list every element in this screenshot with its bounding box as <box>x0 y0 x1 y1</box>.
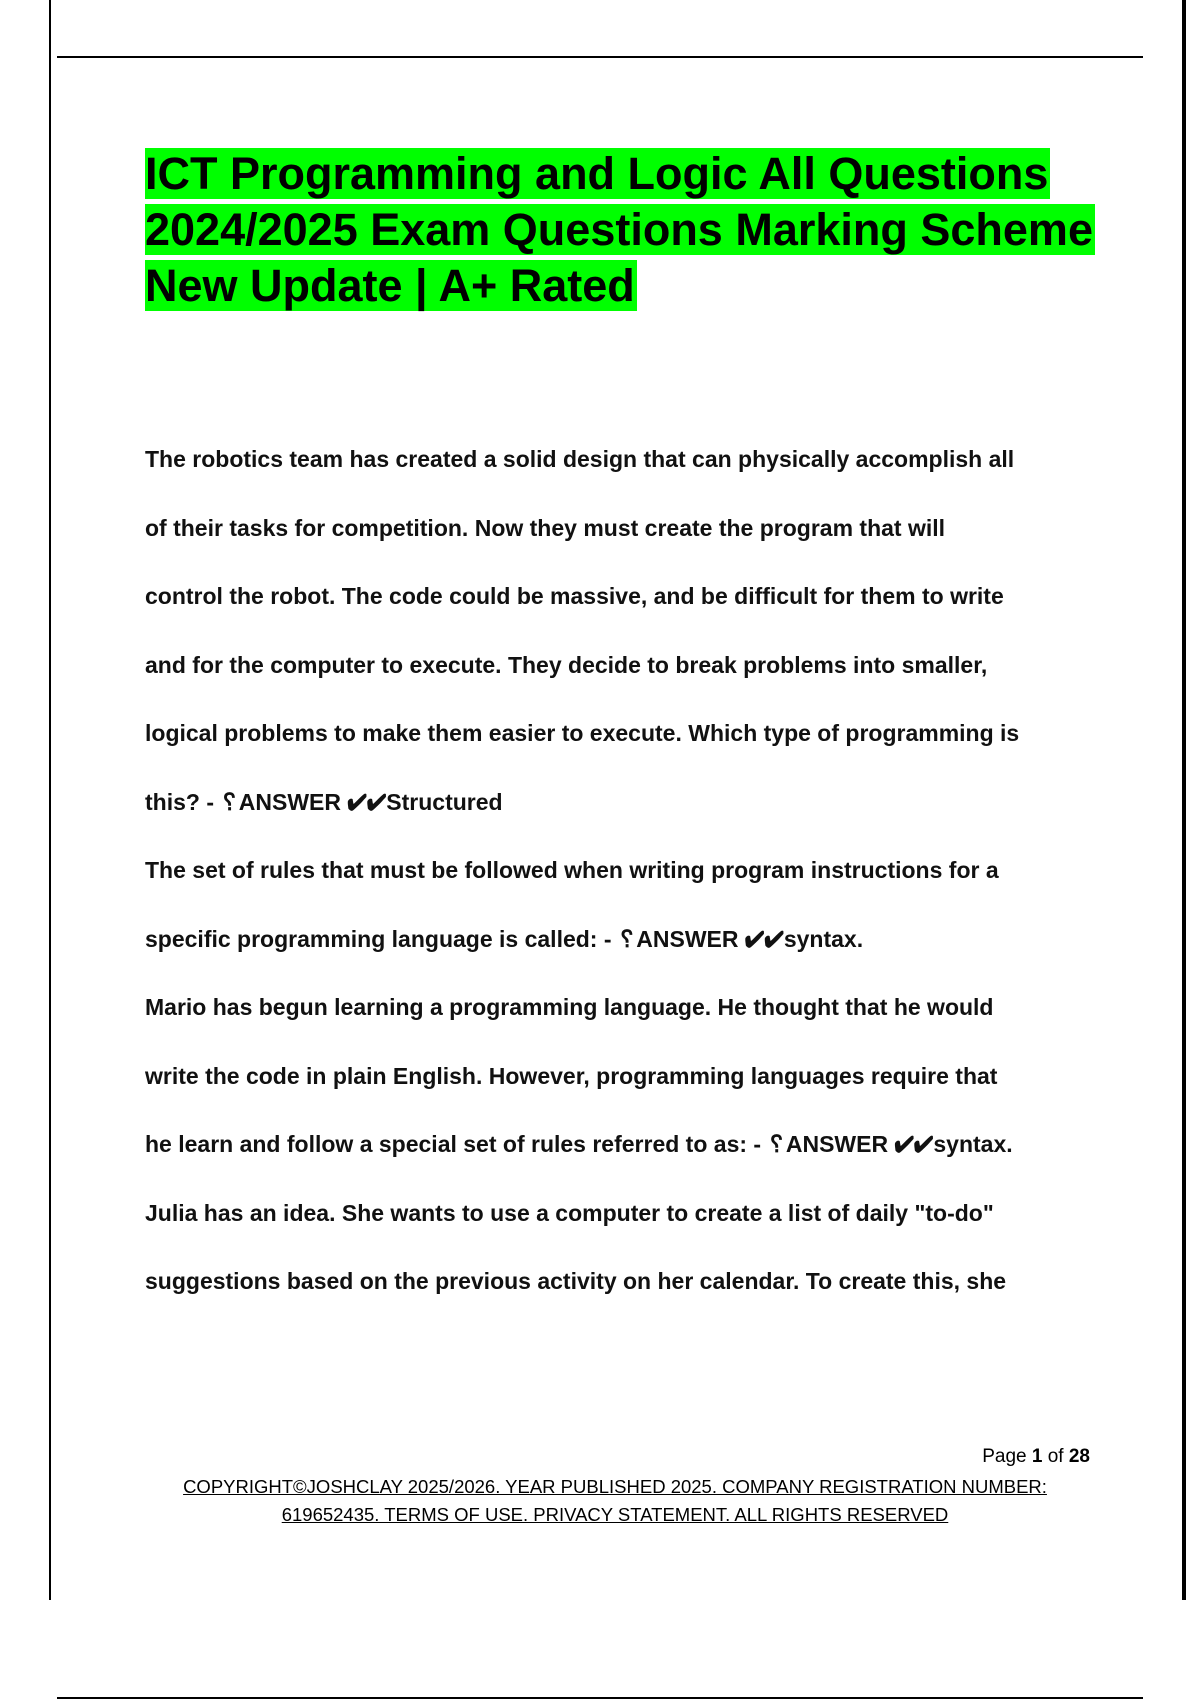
page-border-left <box>49 0 51 1600</box>
body-line: The set of rules that must be followed when writing program instructions for a <box>145 857 999 883</box>
page-number <box>860 1446 1090 1468</box>
answer-line: he learn and follow a special set of rules referred to as: - ␦ANSWER ✔✔syntax. <box>145 1131 1013 1157</box>
answer-line: this? - ␦ANSWER ✔✔Structured <box>145 788 503 815</box>
document-title-text: ICT Programming and Logic All Questions 2024/2025 Exam Questions Marking Scheme New Update | A+ Rated <box>145 148 1093 311</box>
body-line: logical problems to make them easier to execute. Which type of programming is <box>145 720 1020 746</box>
body-line: of their tasks for competition. Now they must create the program that will <box>145 514 946 541</box>
body-line: write the code in plain English. However, programming languages require that <box>145 1062 998 1089</box>
body-line: Julia has an idea. She wants to use a computer to create a list of daily "to-do" <box>145 1199 994 1226</box>
copyright-line-2[interactable]: 619652435. TERMS OF USE. PRIVACY STATEMENT. ALL RIGHTS RESERVED <box>281 1504 949 1525</box>
page-of: of <box>1047 1446 1064 1467</box>
body-line: The robotics team has created a solid design that can physically accomplish all <box>145 446 1015 472</box>
page-current: 1 <box>1031 1446 1043 1467</box>
document-title <box>145 146 1095 314</box>
copyright-line-1[interactable]: COPYRIGHT©JOSHCLAY 2025/2026. YEAR PUBLISHED 2025. COMPANY REGISTRATION NUMBER: <box>183 1476 1047 1497</box>
body-line: control the robot. The code could be massive, and be difficult for them to write <box>145 583 1004 609</box>
page-label: Page <box>982 1446 1027 1467</box>
body-line: suggestions based on the previous activity on her calendar. To create this, she <box>145 1268 1007 1294</box>
copyright-footer <box>120 1473 1110 1529</box>
page-total: 28 <box>1068 1446 1090 1467</box>
body-line: Mario has begun learning a programming language. He thought that he would <box>145 994 994 1020</box>
question-body <box>145 425 1105 1316</box>
page-border-right <box>1182 0 1186 1600</box>
body-line: and for the computer to execute. They decide to break problems into smaller, <box>145 651 988 678</box>
header-rule <box>57 56 1143 58</box>
footer-rule <box>57 1697 1143 1699</box>
answer-line: specific programming language is called: - ␦ANSWER ✔✔syntax. <box>145 925 864 952</box>
